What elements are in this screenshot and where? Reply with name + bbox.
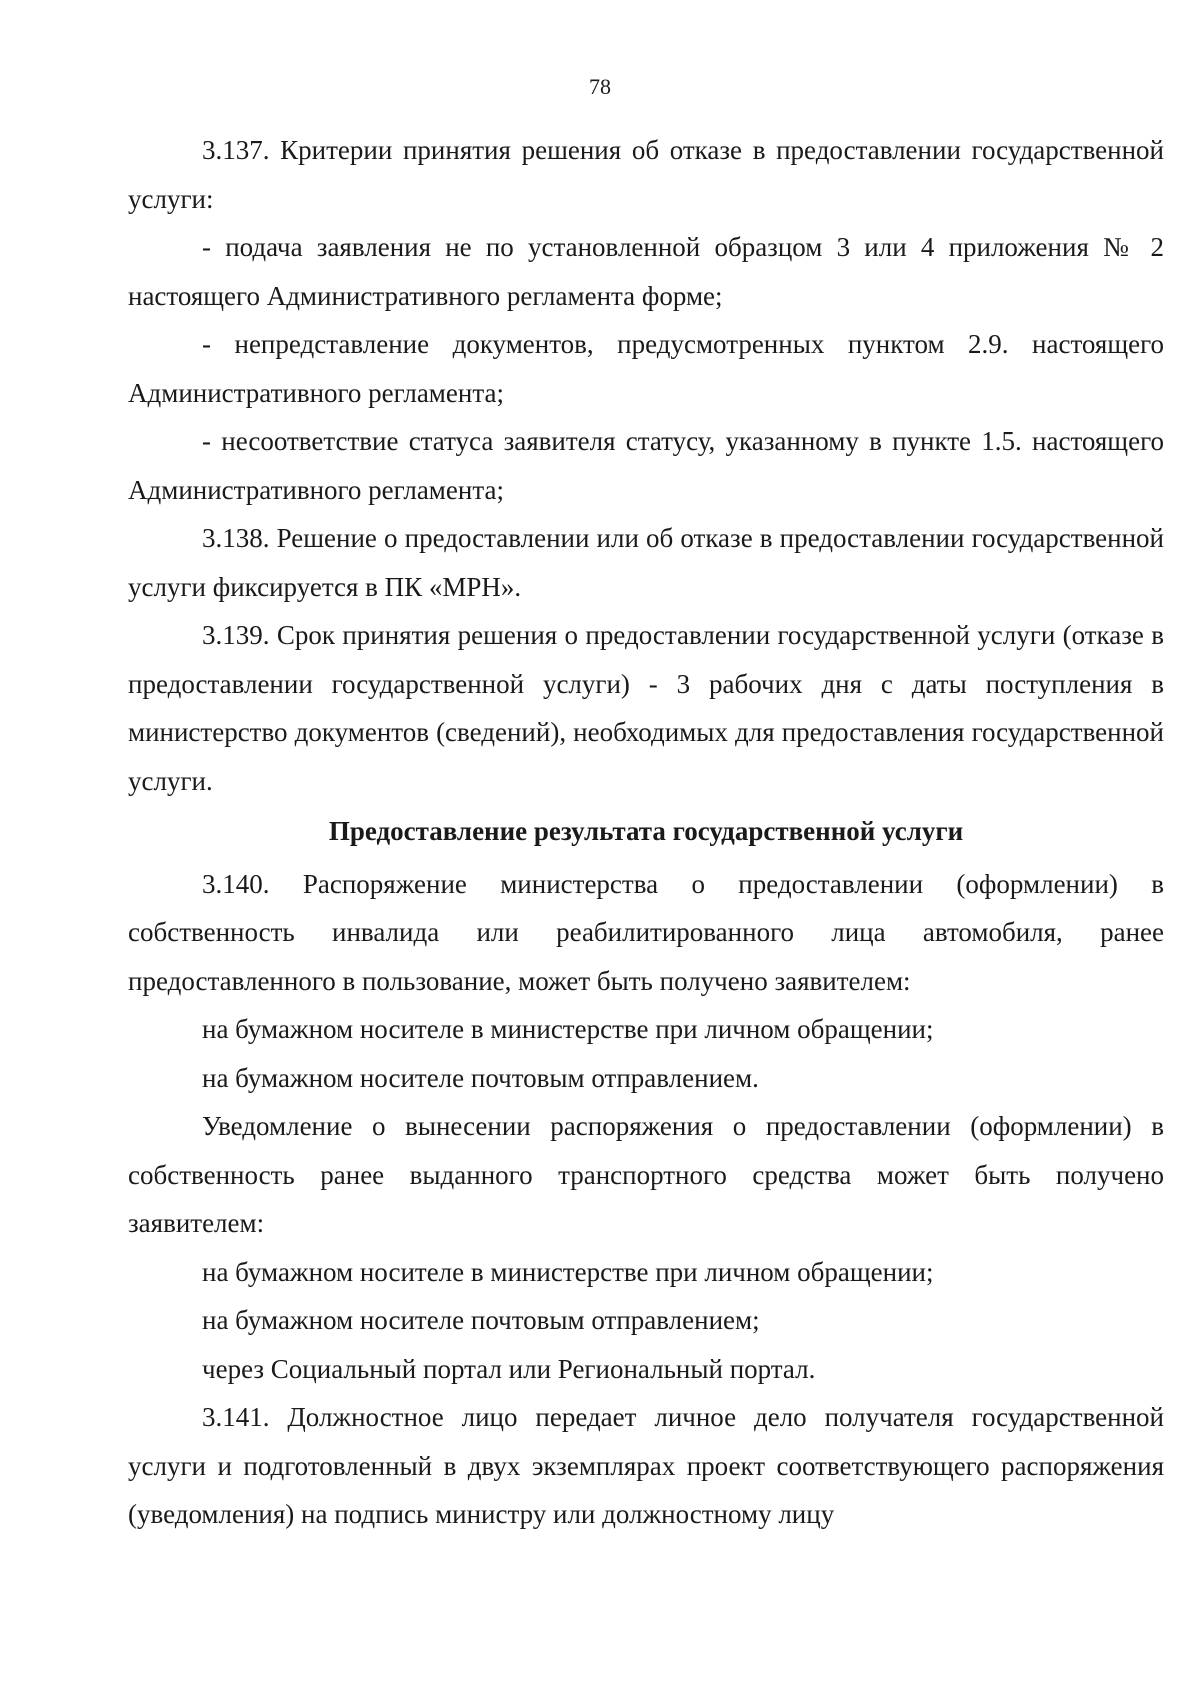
delivery-option-in-person: на бумажном носителе в министерстве при личном обращении; <box>202 1014 934 1044</box>
page-number: 78 <box>589 74 611 99</box>
notification-option-portal: через Социальный портал или Региональный портал. <box>202 1353 816 1384</box>
paragraph-3-141: 3.141. Должностное лицо передает личное дело получателя государственной услуги и подготовленный в двух экземплярах проект соответствующего распоряжения (уведомления) на подпись министру или должностному лицу <box>128 1402 1164 1529</box>
notification-paragraph: Уведомление о вынесении распоряжения о предоставлении (оформлении) в собственность ранее выданного транспортного средства может быть получено заявителем: <box>128 1111 1164 1238</box>
criterion-item-1: - подача заявления не по установленной образцом 3 или 4 приложения № 2 настоящего Административного регламента форме; <box>128 232 1164 311</box>
criterion-item-3: - несоответствие статуса заявителя статусу, указанному в пункте 1.5. настоящего Административного регламента; <box>128 426 1164 505</box>
criterion-item-2: - непредставление документов, предусмотренных пунктом 2.9. настоящего Административного регламента; <box>128 329 1164 408</box>
paragraph-3-140: 3.140. Распоряжение министерства о предоставлении (оформлении) в собственность инвалида или реабилитированного лица автомобиля, ранее предоставленного в пользование, может быть получено заявителем: <box>128 868 1164 996</box>
paragraph-3-138: 3.138. Решение о предоставлении или об отказе в предоставлении государственной услуги фиксируется в ПК «МРН». <box>128 523 1164 602</box>
document-body <box>128 126 1164 1539</box>
notification-option-mail: на бумажном носителе почтовым отправлением; <box>202 1305 760 1335</box>
paragraph-3-137: 3.137. Критерии принятия решения об отказе в предоставлении государственной услуги: <box>128 135 1164 214</box>
delivery-option-mail: на бумажном носителе почтовым отправлением. <box>202 1062 759 1093</box>
paragraph-3-139: 3.139. Срок принятия решения о предоставлении государственной услуги (отказе в предоставлении государственной услуги) - 3 рабочих дня с даты поступления в министерство документов (сведений), необходимых для предоставления государственной услуги. <box>128 620 1164 796</box>
notification-option-in-person: на бумажном носителе в министерстве при личном обращении; <box>202 1256 934 1287</box>
section-heading: Предоставление результата государственной услуги <box>328 816 964 846</box>
